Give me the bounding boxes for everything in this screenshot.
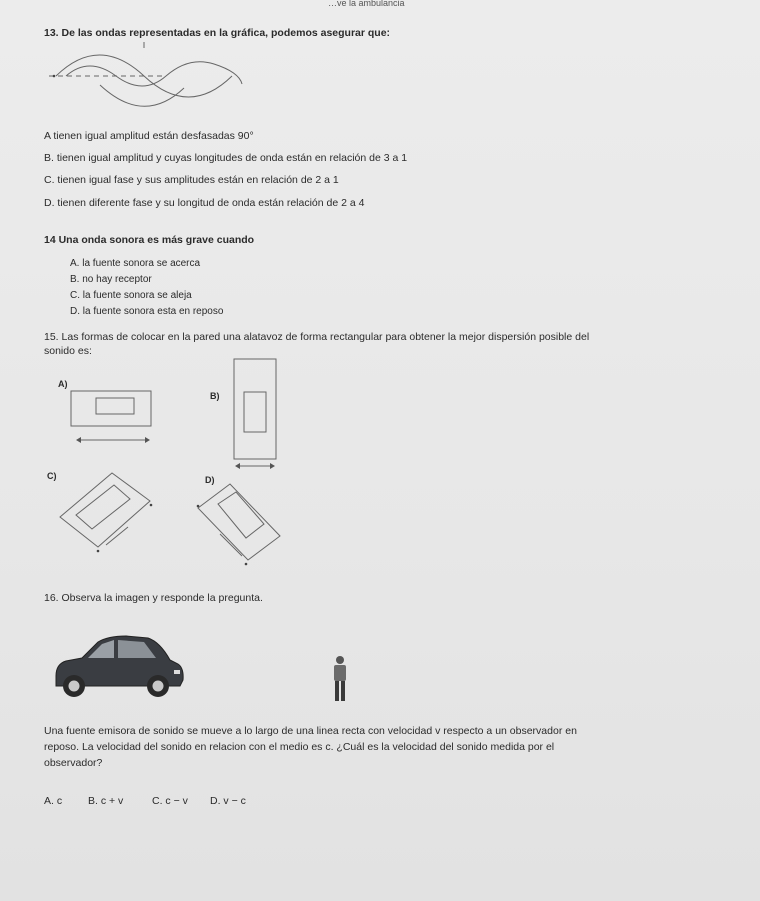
q13-option-a: A tienen igual amplitud están desfasadas 90° (44, 130, 254, 142)
q13-title: 13. De las ondas representadas en la gráfica, podemos asegurar que: (44, 27, 391, 39)
q15-label-b: B) (210, 391, 220, 401)
q16-option-c: C. c − v (152, 795, 188, 807)
q15-statement: 15. Las formas de colocar en la pared una alatavoz de forma rectangular para obtener la mejor dispersión posible del (44, 331, 590, 343)
q16-option-a: A. c (44, 795, 63, 807)
q16-option-b: B. c + v (88, 795, 124, 807)
q13-option-c: C. tienen igual fase y sus amplitudes están en relación de 2 a 1 (44, 174, 339, 186)
q16-text-line-1: Una fuente emisora de sonido se mueve a lo largo de una linea recta con velocidad v respecto a un observador en (44, 725, 577, 737)
q14-option-c: C. la fuente sonora se aleja (70, 290, 192, 301)
q14-option-d: D. la fuente sonora esta en reposo (70, 306, 224, 317)
q16-title: 16. Observa la imagen y responde la pregunta. (44, 592, 263, 604)
q14-title: 14 Una onda sonora es más grave cuando (44, 234, 255, 246)
q15-diagram-d (190, 478, 290, 568)
q15-diagram-b (233, 358, 283, 470)
q16-text-line-3: observador? (44, 757, 103, 769)
q16-option-d: D. v − c (210, 795, 246, 807)
q15-label-a: A) (58, 379, 68, 389)
q15-diagram-c (58, 467, 158, 557)
car-illustration (52, 630, 187, 700)
q13-wave-graph (44, 40, 254, 115)
q15-label-d: D) (205, 475, 215, 485)
q16-text-line-2: reposo. La velocidad del sonido en relacion con el medio es c. ¿Cuál es la velocidad del sonido medida por el (44, 741, 555, 753)
q13-option-b: B. tienen igual amplitud y cuyas longitudes de onda están en relación de 3 a 1 (44, 152, 408, 164)
q14-option-b: B. no hay receptor (70, 274, 152, 285)
q15-diagram-a (70, 390, 155, 445)
q13-option-d: D. tienen diferente fase y su longitud de onda están relación de 2 a 4 (44, 197, 365, 209)
header-fragment: …ve la ambulancia (328, 0, 405, 8)
observer-person-illustration (330, 655, 350, 703)
q15-label-c: C) (47, 471, 57, 481)
q15-statement-cont: sonido es: (44, 345, 92, 357)
q14-option-a: A. la fuente sonora se acerca (70, 258, 201, 269)
